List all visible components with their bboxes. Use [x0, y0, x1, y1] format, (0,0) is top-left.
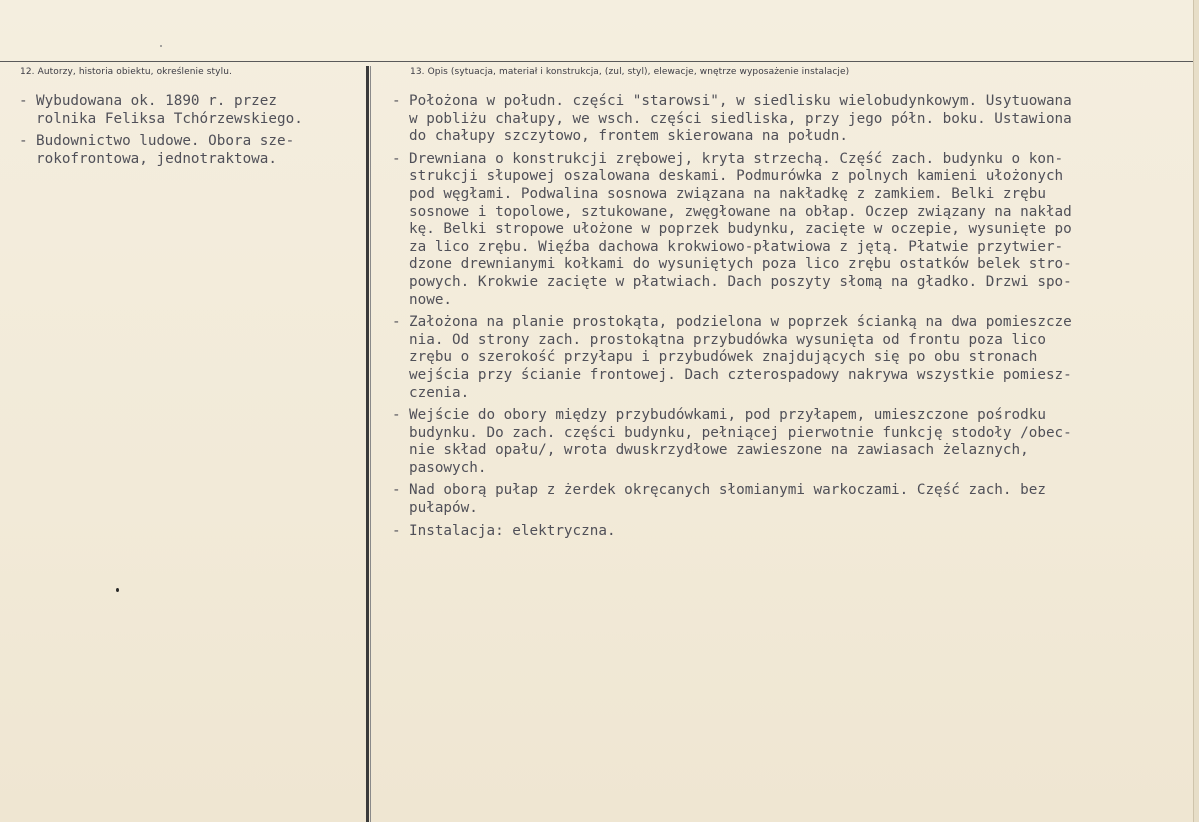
ink-dot [160, 45, 162, 47]
description-item-text: Instalacja: elektryczna. [409, 522, 616, 539]
description-item-text: Nad oborą pułap z żerdek okręcanych słomianymi warkoczami. Część zach. bez pułapów. [409, 482, 1046, 517]
ink-dot [116, 588, 119, 592]
bullet-dash: - [392, 407, 401, 424]
card-edge [1193, 0, 1199, 822]
bullet-dash: - [19, 133, 28, 150]
bullet-dash: - [392, 482, 401, 499]
description-item [392, 314, 1192, 402]
bullet-dash: - [392, 93, 401, 109]
description-item [392, 93, 1192, 146]
description-item-text: Drewniana o konstrukcji zrębowej, kryta strzechą. Część zach. budynku o kon- strukcji słupowej oszalowana deskami. Podmurówka z polnych kamieni ułożonych pod węgłami. Podwalina sosnowa związana na nakładkę z zamkiem. Belki zrębu sosnowe i topolowe, sztukowane, zwęgłowane na obłap. Oczep związany na nakład kę. Belki stropowe ułożone w poprzek budynku, zacięte w oczepie, wysunięte po za lico zrębu. Więźba dachowa krokwiowo-płatwiowa z jętą. Płatwie przytwier- dzone drewnianymi kołkami do wysuniętych poza lico zrębu ostatków belek stro- powych. Krokwie zacięte w płatwiach. Dach poszyty słomą na gładko. Drzwi spo- nowe. [409, 150, 1072, 308]
bullet-dash: - [392, 522, 401, 539]
description-item [392, 407, 1192, 477]
description-item [392, 482, 1192, 517]
description-item [392, 523, 1192, 541]
description-list [392, 93, 1192, 545]
history-item-text: Budownictwo ludowe. Obora sze- rokofrontowa, jednotraktowa. [36, 133, 295, 167]
history-item [19, 133, 354, 168]
description-item-text: Założona na planie prostokąta, podzielona w poprzek ścianką na dwa pomieszcze nia. Od strony zach. prostokątna przybudówka wysunięta od frontu poza lico zrębu o szerokość przyłapu i przybudówek znajdujących się po obu stronach wejścia przy ścianie frontowej. Dach czterospadowy nakrywa wszystkie pomiesz- czenia. [409, 314, 1072, 401]
column-divider-shadow [370, 66, 371, 822]
field-12-header: 12. Autorzy, historia obiektu, określenie stylu. [20, 67, 232, 77]
history-item-text: Wybudowana ok. 1890 r. przez rolnika Feliksa Tchórzewskiego. [36, 93, 303, 127]
top-rule [0, 61, 1199, 62]
description-item [392, 151, 1192, 309]
bullet-dash: - [392, 150, 401, 167]
bullet-dash: - [392, 314, 401, 331]
description-item-text: Wejście do obory między przybudówkami, pod przyłapem, umieszczone pośrodku budynku. Do zach. części budynku, pełniącej pierwotnie funkcję stodoły /obec- nie skład opału/, wrota dwuskrzydłowe zawieszone na zawiasach żelaznych, pasowych. [409, 407, 1072, 476]
field-13-header: 13. Opis (sytuacja, materiał i konstrukcja, (zul, styl), elewacje, wnętrze wyposażenie instalacje) [410, 67, 850, 77]
column-divider [366, 66, 369, 822]
history-item [19, 93, 354, 128]
history-list [19, 93, 354, 173]
bullet-dash: - [19, 93, 28, 109]
description-item-text: Położona w połudn. części "starowsi", w siedlisku wielobudynkowym. Usytuowana w pobliżu chałupy, we wsch. części siedliska, przy jego półn. boku. Ustawiona do chałupy szczytowo, frontem skierowana na połudn. [409, 93, 1072, 145]
